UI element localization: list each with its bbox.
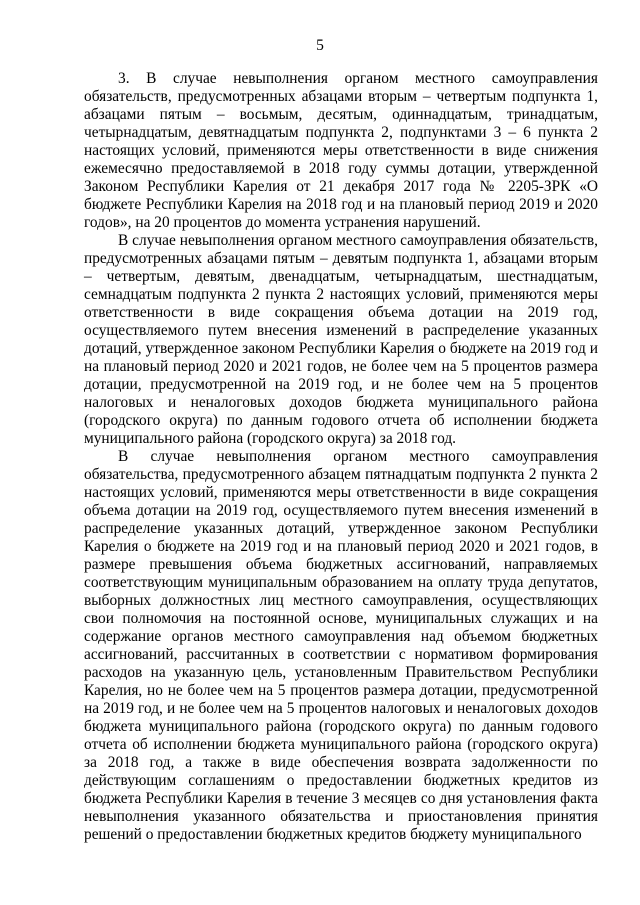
paragraph-clause-3: 3. В случае невыполнения органом местного самоуправления обязательств, предусмотренных абзацами вторым – четвертым подпункта 1, абзацами пятым – восьмым, десятым, одиннадцатым, тринадцатым, четырнадцатым, девятнадцатым подпункта 2, подпунктами 3 – 6 пункта 2 настоящих условий, применяются меры ответственности в виде снижения ежемесячно предоставляемой в 2018 году суммы дотации, утвержденной Законом Республики Карелия от 21 декабря 2017 года № 2205-ЗРК «О бюджете Республики Карелия на 2018 год и на плановый период 2019 и 2020 годов», на 20 процентов до момента устранения нарушений. bbox=[84, 70, 598, 231]
document-body bbox=[84, 70, 598, 844]
paragraph-wage-norm-violation: В случае невыполнения органом местного самоуправления обязательства, предусмотренного абзацем пятнадцатым подпункта 2 пункта 2 настоящих условий, применяются меры ответственности в виде сокращения объема дотации на 2019 год, осуществляемого путем внесения изменений в распределение указанных дотаций, утвержденное законом Республики Карелия о бюджете на 2019 год и на плановый период 2020 и 2021 годов, в размере превышения объема бюджетных ассигнований, направляемых соответствующим муниципальным образованием на оплату труда депутатов, выборных должностных лиц местного самоуправления, осуществляющих свои полномочия на постоянной основе, муниципальных служащих и на содержание органов местного самоуправления над объемом бюджетных ассигнований, рассчитанных в соответствии с нормативом формирования расходов на указанную цель, установленным Правительством Республики Карелия, но не более чем на 5 процентов размера дотации, предусмотренной на 2019 год, и не более чем на 5 процентов налоговых и неналоговых доходов бюджета муниципального района (городского округа) по данным годового отчета об исполнении бюджета муниципального района (городского округа) за 2018 год, а также в виде обеспечения возврата задолженности по действующим соглашениям о предоставлении бюджетных кредитов из бюджета Республики Карелия в течение 3 месяцев со дня установления факта невыполнения указанного обязательства и приостановления принятия решений о предоставлении бюджетных кредитов бюджету муниципального bbox=[84, 448, 598, 843]
page-number: 5 bbox=[316, 37, 324, 54]
paragraph-reduction-2019: В случае невыполнения органом местного самоуправления обязательств, предусмотренных абзацами пятым – девятым подпункта 1, абзацами вторым – четвертым, девятым, двенадцатым, четырнадцатым, шестнадцатым, семнадцатым подпункта 2 пункта 2 настоящих условий, применяются меры ответственности в виде сокращения объема дотации на 2019 год, осуществляемого путем внесения изменений в распределение указанных дотаций, утвержденное законом Республики Карелия о бюджете на 2019 год и на плановый период 2020 и 2021 годов, не более чем на 5 процентов размера дотации, предусмотренной на 2019 год, и не более чем на 5 процентов налоговых и неналоговых доходов бюджета муниципального района (городского округа) по данным годового отчета об исполнении бюджета муниципального района (городского округа) за 2018 год. bbox=[84, 232, 598, 447]
